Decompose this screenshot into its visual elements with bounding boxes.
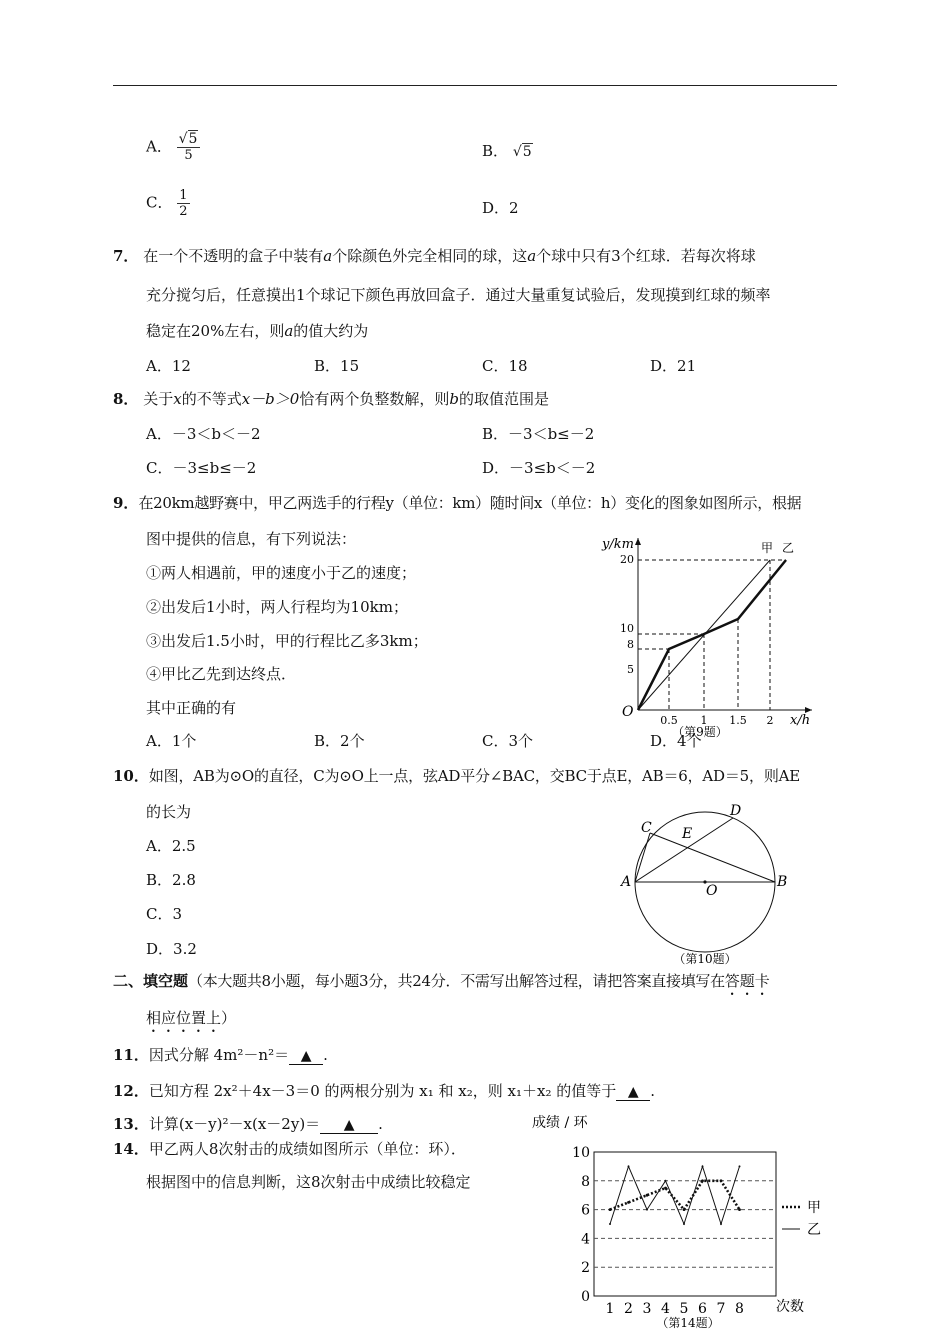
point-d-label: D bbox=[730, 803, 742, 819]
q14-line1 bbox=[113, 1138, 466, 1159]
fig9-yticks bbox=[620, 553, 634, 676]
xtick-label-4: 4 bbox=[661, 1301, 670, 1317]
q9-statement-3: ③出发后1.5小时，甲的行程比乙多3km； bbox=[146, 632, 428, 650]
q11-end: . bbox=[323, 1046, 328, 1064]
q11 bbox=[113, 1044, 328, 1065]
answer-blank: ▲ bbox=[616, 1084, 650, 1101]
series-yi bbox=[609, 1165, 741, 1225]
question-number: 7． bbox=[113, 247, 139, 265]
q9-option-d: D．4个 bbox=[650, 732, 702, 750]
q14-text: 甲乙两人8次射击的成绩如图所示（单位：环）． bbox=[148, 1140, 466, 1158]
var-x: x bbox=[173, 390, 182, 408]
xtick-label-1: 1 bbox=[605, 1301, 615, 1317]
series-jia-point-3 bbox=[646, 1194, 649, 1197]
q9-statement-1: ①两人相遇前，甲的速度小于乙的速度； bbox=[146, 564, 417, 582]
answer-blank: ▲ bbox=[289, 1048, 323, 1065]
q7-text: 的值大约为 bbox=[293, 322, 369, 340]
var-a: a bbox=[323, 247, 333, 265]
q11-text: 因式分解 4m²－n²＝ bbox=[148, 1046, 290, 1064]
fig9-label-jia: 甲 bbox=[761, 541, 774, 555]
series-yi-point-5 bbox=[683, 1223, 685, 1225]
section-desc: （本大题共8小题，每小题3分，共24分．不需写出解答过程，请把答案直接填写在 bbox=[188, 972, 725, 990]
sqrt-expression: √5 bbox=[512, 144, 532, 160]
question-number: 14． bbox=[113, 1140, 149, 1158]
series-jia-point-7 bbox=[720, 1179, 723, 1182]
section-emphasis: 相应位置上 bbox=[146, 1009, 222, 1027]
section2-header bbox=[113, 970, 770, 999]
section2-header-line2 bbox=[146, 1007, 236, 1036]
question-number: 9． bbox=[113, 494, 139, 512]
q9-prompt: 其中正确的有 bbox=[146, 699, 237, 717]
xtick-05: 0.5 bbox=[660, 714, 678, 727]
chart-yticks bbox=[572, 1145, 590, 1305]
q10-option-c: C．3 bbox=[146, 905, 183, 923]
q13 bbox=[113, 1113, 383, 1134]
ytick-label-8: 8 bbox=[581, 1173, 590, 1190]
point-a-label: A bbox=[621, 874, 632, 890]
header-rule bbox=[113, 85, 837, 86]
var-a: a bbox=[284, 322, 294, 340]
option-label: B． bbox=[482, 142, 509, 160]
xtick-2: 2 bbox=[766, 714, 774, 727]
xtick-15: 1.5 bbox=[729, 714, 747, 727]
q13-end: . bbox=[378, 1115, 383, 1133]
ytick-5: 5 bbox=[627, 663, 634, 676]
q12-text: 已知方程 2x²＋4x－3＝0 的两根分别为 x₁ 和 x₂，则 x₁＋x₂ 的值等于 bbox=[148, 1082, 617, 1100]
question-number: 12． bbox=[113, 1082, 149, 1100]
denominator: 2 bbox=[179, 204, 188, 219]
fraction bbox=[177, 132, 201, 163]
series-jia-point-8 bbox=[738, 1208, 741, 1211]
q10-option-d: D．3.2 bbox=[146, 940, 197, 958]
fig9-ylabel: y/km bbox=[602, 537, 634, 552]
option-label: A． bbox=[146, 137, 172, 156]
fig9-graph bbox=[590, 530, 830, 745]
option-label: C． bbox=[146, 193, 173, 212]
series-jia-point-1 bbox=[609, 1208, 612, 1211]
xtick-label-8: 8 bbox=[735, 1301, 744, 1317]
q8-line1 bbox=[113, 388, 549, 409]
fig9-label-yi: 乙 bbox=[782, 541, 795, 555]
series-jia-point-2 bbox=[627, 1201, 630, 1204]
q9-line1 bbox=[113, 492, 801, 513]
var-a: a bbox=[527, 247, 537, 265]
fig14-chart bbox=[530, 1108, 840, 1334]
section-desc: ） bbox=[221, 1009, 237, 1027]
ytick-label-4: 4 bbox=[581, 1231, 590, 1248]
chart-xticks bbox=[606, 1301, 744, 1317]
q8-text: 关于 bbox=[143, 390, 174, 408]
xtick-label-3: 3 bbox=[642, 1301, 652, 1317]
radicand: 5 bbox=[188, 131, 198, 147]
radicand: 5 bbox=[522, 144, 532, 160]
numerator: 1 bbox=[179, 188, 188, 203]
q7-text: 个球中只有3个红球．若每次将球 bbox=[536, 247, 756, 265]
chart-caption: （第14题） bbox=[656, 1316, 720, 1330]
series-jia-point-5 bbox=[683, 1208, 686, 1211]
fraction bbox=[177, 188, 189, 219]
question-number: 10． bbox=[113, 767, 149, 785]
fig9-line-yi bbox=[638, 560, 786, 710]
ytick-10: 10 bbox=[620, 622, 634, 635]
series-yi-point-4 bbox=[665, 1180, 667, 1182]
series-yi-point-2 bbox=[628, 1165, 630, 1167]
q7-text: 个除颜色外完全相同的球，这 bbox=[332, 247, 528, 265]
fig9-y-arrow bbox=[635, 538, 641, 545]
q7-option-a: A．12 bbox=[146, 357, 191, 375]
q8-text: 的不等式 bbox=[181, 390, 242, 408]
fig9-caption: （第9题） bbox=[672, 725, 728, 739]
var-b: b bbox=[449, 390, 459, 408]
option-label: D． bbox=[482, 199, 510, 217]
q14-line2: 根据图中的信息判断，这8次射击中成绩比较稳定 bbox=[146, 1173, 471, 1191]
fig10-caption: （第10题） bbox=[673, 952, 737, 966]
xtick-label-7: 7 bbox=[716, 1301, 726, 1317]
q7-line3 bbox=[146, 320, 368, 341]
ytick-20: 20 bbox=[620, 553, 634, 566]
xtick-label-5: 5 bbox=[679, 1301, 689, 1317]
chord-ac bbox=[635, 833, 650, 882]
q7-option-d: D．21 bbox=[650, 357, 697, 375]
q10-line2: 的长为 bbox=[146, 803, 192, 821]
q8-text: 恰有两个负整数解，则 bbox=[299, 390, 450, 408]
q6-option-a bbox=[146, 132, 200, 163]
q7-option-c: C．18 bbox=[482, 357, 528, 375]
series-jia-point-6 bbox=[701, 1179, 704, 1182]
ytick-label-6: 6 bbox=[581, 1202, 590, 1219]
fig10-circle-diagram bbox=[612, 796, 802, 968]
q8-option-c: C．－3≤b≤－2 bbox=[146, 459, 257, 477]
legend-label-jia: 甲 bbox=[807, 1200, 821, 1216]
q6-option-c bbox=[146, 188, 190, 219]
q10-line1 bbox=[113, 765, 800, 786]
section-emphasis: 答题卡 bbox=[724, 972, 770, 990]
q10-option-b: B．2.8 bbox=[146, 871, 196, 889]
q6-option-b bbox=[482, 140, 533, 161]
inequality: x－b＞0 bbox=[241, 390, 300, 408]
fig9-origin: O bbox=[622, 704, 634, 720]
xtick-label-6: 6 bbox=[698, 1301, 707, 1317]
question-number: 13． bbox=[113, 1115, 149, 1133]
q7-line2: 充分搅匀后，任意摸出1个球记下颜色再放回盒子．通过大量重复试验后，发现摸到红球的频率 bbox=[146, 286, 771, 304]
q9-option-a: A．1个 bbox=[146, 732, 197, 750]
point-b-label: B bbox=[777, 874, 788, 890]
answer-blank: ▲ bbox=[320, 1117, 378, 1134]
series-line-yi bbox=[610, 1166, 740, 1224]
series-yi-point-3 bbox=[646, 1209, 648, 1211]
series-jia bbox=[609, 1179, 741, 1211]
question-number: 11． bbox=[113, 1046, 149, 1064]
q9-statement-2: ②出发后1小时，两人行程均为10km； bbox=[146, 598, 408, 616]
q9-text: 在20km越野赛中，甲乙两选手的行程y（单位：km）随时间x（单位：h）变化的图象如图所示，根据 bbox=[138, 494, 802, 512]
q9-option-c: C．3个 bbox=[482, 732, 534, 750]
q7-line1 bbox=[113, 245, 756, 266]
denominator: 5 bbox=[184, 148, 193, 163]
q8-option-d: D．－3≤b＜－2 bbox=[482, 459, 596, 477]
q7-text: 在一个不透明的盒子中装有 bbox=[143, 247, 324, 265]
q10-option-a: A．2.5 bbox=[146, 837, 196, 855]
point-o-label: O bbox=[706, 883, 718, 899]
series-line-jia bbox=[610, 1181, 740, 1210]
chart-ylabel: 成绩 / 环 bbox=[532, 1115, 588, 1131]
q10-text: 如图，AB为⊙O的直径，C为⊙O上一点，弦AD平分∠BAC，交BC于点E，AB＝6，AD＝5，则AE bbox=[148, 767, 801, 785]
ytick-label-10: 10 bbox=[572, 1145, 590, 1161]
ytick-label-0: 0 bbox=[581, 1289, 590, 1305]
series-yi-point-8 bbox=[739, 1165, 741, 1167]
point-c-label: C bbox=[641, 820, 652, 836]
q9-line2: 图中提供的信息，有下列说法： bbox=[146, 530, 357, 548]
q8-option-b: B．－3＜b≤－2 bbox=[482, 425, 595, 443]
q12 bbox=[113, 1080, 655, 1101]
q8-option-a: A．－3＜b＜－2 bbox=[146, 425, 261, 443]
fig9-guides bbox=[638, 560, 786, 710]
xtick-label-2: 2 bbox=[624, 1301, 633, 1317]
legend-label-yi: 乙 bbox=[807, 1222, 821, 1238]
q6-option-d bbox=[482, 197, 519, 218]
q8-text: 的取值范围是 bbox=[458, 390, 549, 408]
chord-bc bbox=[650, 833, 775, 882]
point-e-label: E bbox=[682, 826, 693, 842]
q9-statement-4: ④甲比乙先到达终点． bbox=[146, 665, 297, 683]
q13-text: 计算(x－y)²－x(x－2y)＝ bbox=[148, 1115, 321, 1133]
q12-end: . bbox=[650, 1082, 656, 1100]
q7-option-b: B．15 bbox=[314, 357, 360, 375]
ytick-8: 8 bbox=[627, 638, 634, 651]
question-number: 8． bbox=[113, 390, 139, 408]
fig9-xlabel: x/h bbox=[790, 713, 811, 728]
chart-xlabel: 次数 bbox=[776, 1299, 804, 1315]
xtick-1: 1 bbox=[700, 714, 708, 727]
series-yi-point-6 bbox=[702, 1165, 704, 1167]
section-title: 二、填空题 bbox=[113, 972, 189, 990]
series-yi-point-7 bbox=[720, 1223, 722, 1225]
series-yi-point-1 bbox=[609, 1223, 611, 1225]
ytick-label-2: 2 bbox=[581, 1260, 590, 1277]
q7-text: 稳定在20%左右，则 bbox=[146, 322, 285, 340]
series-jia-point-4 bbox=[664, 1187, 667, 1190]
q9-option-b: B．2个 bbox=[314, 732, 365, 750]
option-text: 2 bbox=[509, 199, 519, 217]
numerator: √5 bbox=[177, 132, 201, 148]
